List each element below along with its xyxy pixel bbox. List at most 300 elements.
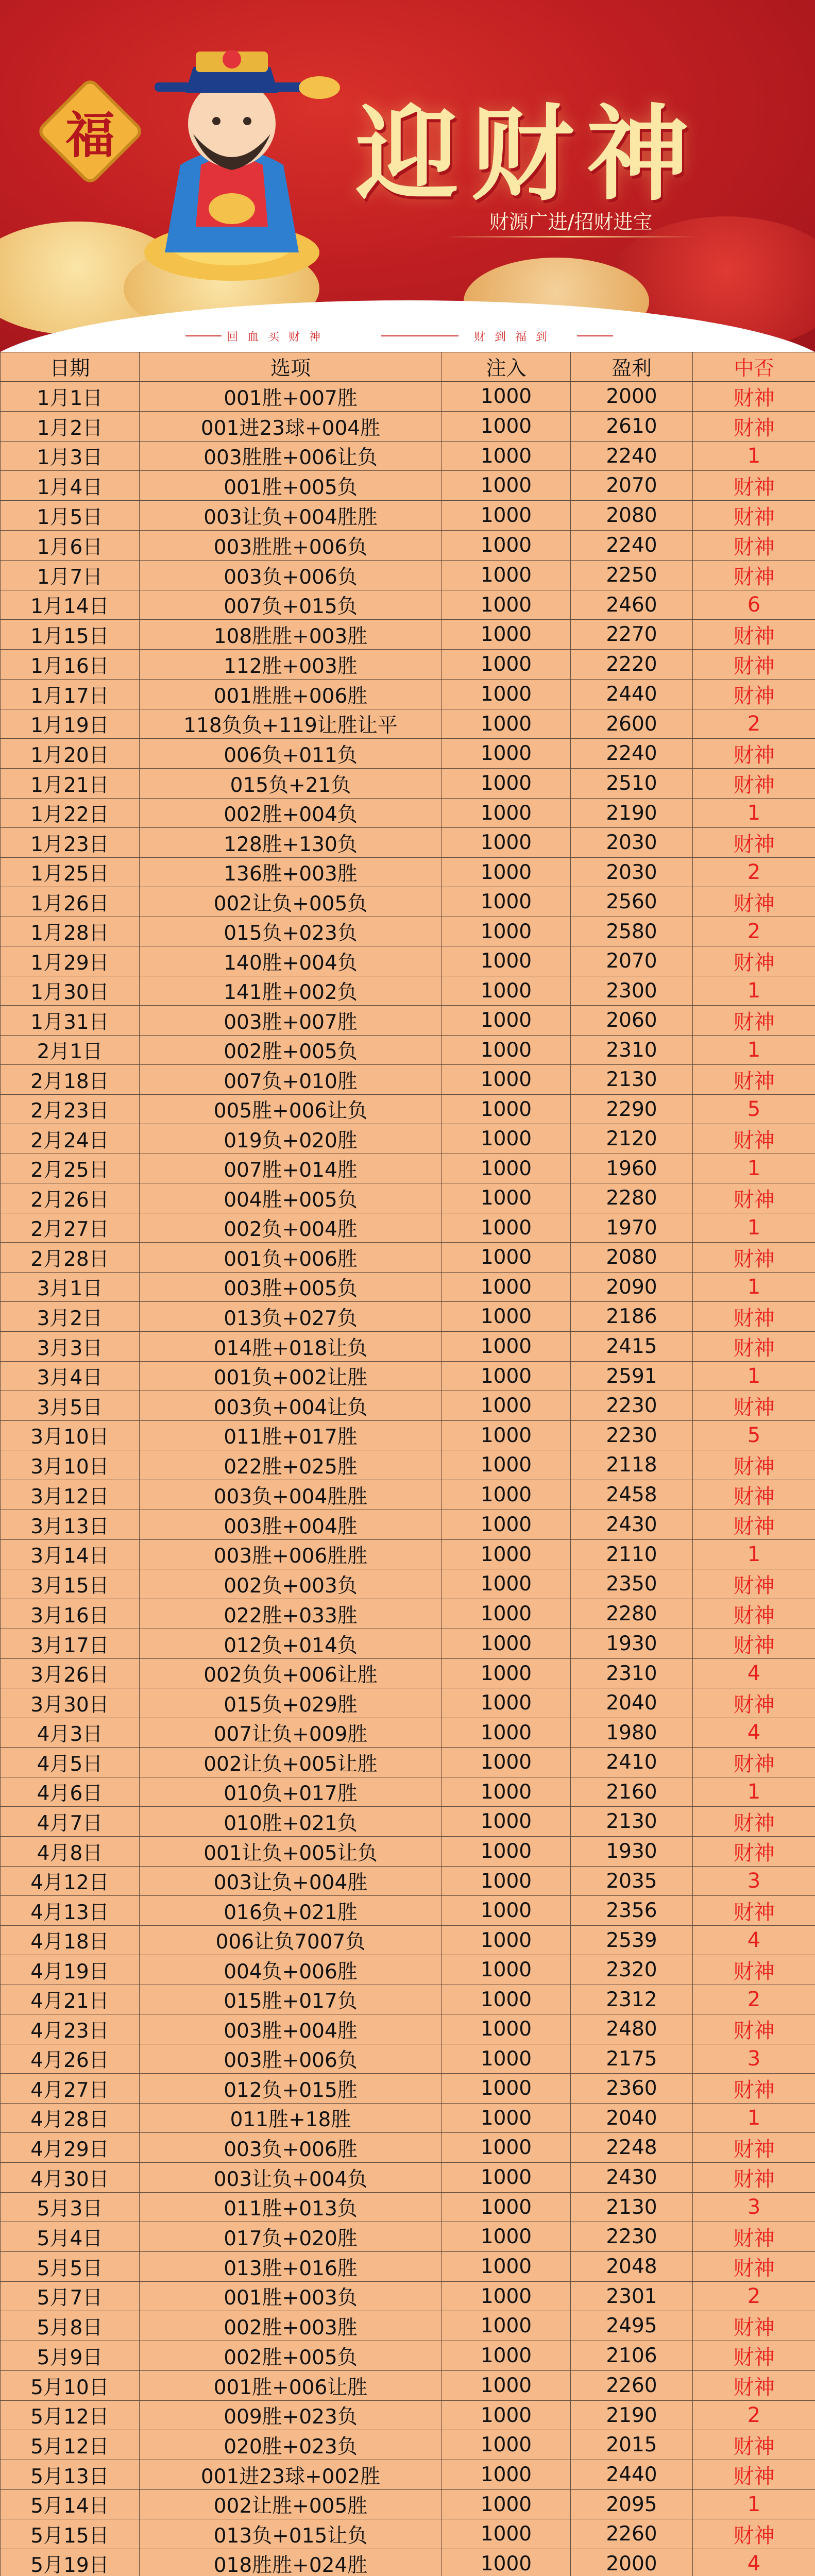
cell-result: 2: [693, 709, 815, 739]
cell-stake: 1000: [442, 769, 571, 799]
table-row: [1, 2490, 815, 2519]
cell-options: 003让负+004胜: [140, 1867, 442, 1896]
cell-profit: 1930: [571, 1629, 693, 1659]
cell-result: 财神: [693, 1629, 815, 1659]
cell-result: 2: [693, 2401, 815, 2430]
cell-stake: 1000: [442, 739, 571, 769]
cell-profit: 2310: [571, 1659, 693, 1688]
cell-result: 1: [693, 976, 815, 1006]
cell-result: 财神: [693, 1065, 815, 1095]
cell-options: 001胜+005负: [140, 471, 442, 501]
cell-stake: 1000: [442, 1421, 571, 1450]
table-row: [1, 2193, 815, 2222]
cell-options: 003胜+006负: [140, 2044, 442, 2074]
cell-result: 5: [693, 1421, 815, 1450]
cell-result: 财神: [693, 561, 815, 590]
cell-date: 1月1日: [1, 382, 140, 412]
cell-date: 1月25日: [1, 858, 140, 887]
cell-options: 006让负7007负: [140, 1926, 442, 1955]
cell-profit: 2539: [571, 1926, 693, 1955]
cell-date: 5月19日: [1, 2549, 140, 2576]
cell-profit: 2280: [571, 1599, 693, 1629]
cell-options: 013负+027负: [140, 1302, 442, 1332]
slogan-left: 回血买财神: [227, 331, 330, 344]
table-row: [1, 1510, 815, 1540]
cell-stake: 1000: [442, 1837, 571, 1867]
cell-stake: 1000: [442, 1480, 571, 1510]
table-row: [1, 2133, 815, 2163]
table-row: [1, 2371, 815, 2401]
cell-profit: 1930: [571, 1837, 693, 1867]
cell-options: 012负+015胜: [140, 2074, 442, 2104]
cell-profit: 2356: [571, 1896, 693, 1926]
table-row: [1, 1036, 815, 1065]
cell-stake: 1000: [442, 620, 571, 650]
cell-result: 4: [693, 1926, 815, 1955]
cell-options: 003胜+005负: [140, 1273, 442, 1302]
cell-profit: 2000: [571, 382, 693, 412]
cell-options: 002让胜+005胜: [140, 2490, 442, 2519]
cell-result: 2: [693, 917, 815, 946]
table-row: [1, 2549, 815, 2576]
cell-stake: 1000: [442, 382, 571, 412]
cell-options: 022胜+033胜: [140, 1599, 442, 1629]
cell-options: 019负+020胜: [140, 1124, 442, 1154]
slogan-right: 财到福到: [474, 331, 557, 344]
cell-profit: 2610: [571, 412, 693, 442]
table-row: [1, 1006, 815, 1036]
cell-date: 3月16日: [1, 1599, 140, 1629]
cell-options: 001胜+003负: [140, 2282, 442, 2311]
cell-stake: 1000: [442, 1659, 571, 1688]
cell-result: 财神: [693, 2222, 815, 2252]
cell-options: 007让负+009胜: [140, 1718, 442, 1748]
cell-result: 财神: [693, 2519, 815, 2549]
cell-options: 015负+023负: [140, 917, 442, 946]
cell-profit: 2560: [571, 887, 693, 917]
cell-profit: 2600: [571, 709, 693, 739]
cell-result: 财神: [693, 2341, 815, 2371]
table-row: [1, 2104, 815, 2133]
table-row: [1, 1926, 815, 1955]
cell-profit: 2250: [571, 561, 693, 590]
cell-stake: 1000: [442, 2490, 571, 2519]
table-row: [1, 561, 815, 590]
cell-profit: 2591: [571, 1362, 693, 1391]
cell-stake: 1000: [442, 2371, 571, 2401]
cell-options: 001进23球+004胜: [140, 412, 442, 442]
cell-profit: 2240: [571, 531, 693, 561]
cell-options: 007负+010胜: [140, 1065, 442, 1095]
cell-result: 财神: [693, 650, 815, 680]
table-row: [1, 1955, 815, 1985]
cell-date: 2月26日: [1, 1183, 140, 1213]
cell-date: 1月5日: [1, 501, 140, 531]
cell-result: 6: [693, 590, 815, 620]
cell-profit: 2110: [571, 1540, 693, 1569]
cell-stake: 1000: [442, 976, 571, 1006]
cell-stake: 1000: [442, 1718, 571, 1748]
table-row: [1, 1569, 815, 1599]
table-row: [1, 2014, 815, 2044]
cell-options: 003让负+004胜胜: [140, 501, 442, 531]
cell-result: 财神: [693, 2133, 815, 2163]
cell-stake: 1000: [442, 1926, 571, 1955]
cell-options: 015负+029胜: [140, 1688, 442, 1718]
cell-date: 5月13日: [1, 2460, 140, 2490]
cell-result: 财神: [693, 2252, 815, 2282]
cell-stake: 1000: [442, 442, 571, 471]
cell-result: 1: [693, 442, 815, 471]
cell-options: 003负+006胜: [140, 2133, 442, 2163]
cell-profit: 2175: [571, 2044, 693, 2074]
cell-result: 财神: [693, 2371, 815, 2401]
cell-profit: 2080: [571, 1243, 693, 1273]
cell-options: 002负+004胜: [140, 1213, 442, 1243]
cell-options: 001胜+007胜: [140, 382, 442, 412]
cell-date: 3月15日: [1, 1569, 140, 1599]
cell-stake: 1000: [442, 1569, 571, 1599]
cell-date: 3月12日: [1, 1480, 140, 1510]
cell-profit: 2270: [571, 620, 693, 650]
cell-stake: 1000: [442, 2460, 571, 2490]
cell-options: 003胜+004胜: [140, 1510, 442, 1540]
cell-profit: 2060: [571, 1006, 693, 1036]
cell-stake: 1000: [442, 2163, 571, 2193]
cell-result: 财神: [693, 1896, 815, 1926]
cell-stake: 1000: [442, 1867, 571, 1896]
table-row: [1, 1124, 815, 1154]
cell-stake: 1000: [442, 471, 571, 501]
cell-profit: 2130: [571, 1807, 693, 1837]
table-row: [1, 1748, 815, 1777]
cell-date: 3月14日: [1, 1540, 140, 1569]
banner-subtitle: 财源广进/招财进宝: [489, 211, 653, 233]
cell-profit: 2312: [571, 1985, 693, 2014]
table-row: [1, 887, 815, 917]
cell-date: 1月2日: [1, 412, 140, 442]
cell-result: 财神: [693, 1006, 815, 1036]
cell-options: 136胜+003胜: [140, 858, 442, 887]
cell-options: 012负+014负: [140, 1629, 442, 1659]
cell-date: 1月16日: [1, 650, 140, 680]
cell-options: 004胜+005负: [140, 1183, 442, 1213]
cell-stake: 1000: [442, 2014, 571, 2044]
cell-result: 财神: [693, 1243, 815, 1273]
cell-date: 5月5日: [1, 2252, 140, 2282]
cell-date: 4月3日: [1, 1718, 140, 1748]
cell-options: 003负+006负: [140, 561, 442, 590]
cell-stake: 1000: [442, 1036, 571, 1065]
cell-date: 2月28日: [1, 1243, 140, 1273]
table-row: [1, 1659, 815, 1688]
cell-date: 4月13日: [1, 1896, 140, 1926]
cell-stake: 1000: [442, 2193, 571, 2222]
cell-date: 4月19日: [1, 1955, 140, 1985]
table-row: [1, 2282, 815, 2311]
cell-stake: 1000: [442, 590, 571, 620]
cell-result: 财神: [693, 2460, 815, 2490]
cell-date: 3月30日: [1, 1688, 140, 1718]
cell-result: 财神: [693, 1807, 815, 1837]
cell-date: 3月17日: [1, 1629, 140, 1659]
cell-profit: 2095: [571, 2490, 693, 2519]
cell-date: 4月7日: [1, 1807, 140, 1837]
caishen-illustration: [103, 10, 392, 299]
cell-options: 002胜+003胜: [140, 2311, 442, 2341]
cell-profit: 2130: [571, 1065, 693, 1095]
cell-stake: 1000: [442, 2133, 571, 2163]
cell-profit: 2048: [571, 2252, 693, 2282]
cell-profit: 2458: [571, 1480, 693, 1510]
cell-date: 5月12日: [1, 2401, 140, 2430]
cell-date: 3月3日: [1, 1332, 140, 1362]
cell-options: 003胜胜+006让负: [140, 442, 442, 471]
cell-profit: 2301: [571, 2282, 693, 2311]
cell-options: 006负+011负: [140, 739, 442, 769]
cell-options: 003让负+004负: [140, 2163, 442, 2193]
cell-result: 财神: [693, 1332, 815, 1362]
cell-result: 财神: [693, 680, 815, 709]
cell-options: 002让负+005让胜: [140, 1748, 442, 1777]
cell-result: 财神: [693, 1480, 815, 1510]
cell-stake: 1000: [442, 2104, 571, 2133]
table-row: [1, 1154, 815, 1183]
slogan-rule: [185, 335, 222, 336]
cell-options: 003胜+006胜胜: [140, 1540, 442, 1569]
table-row: [1, 2460, 815, 2490]
cell-profit: 2480: [571, 2014, 693, 2044]
table-row: [1, 650, 815, 680]
cell-profit: 2230: [571, 1421, 693, 1450]
cell-options: 016负+021胜: [140, 1896, 442, 1926]
cell-profit: 2190: [571, 2401, 693, 2430]
cell-date: 2月18日: [1, 1065, 140, 1095]
cell-date: 4月8日: [1, 1837, 140, 1867]
table-row: [1, 1302, 815, 1332]
fu-character: 福: [65, 106, 115, 164]
cell-stake: 1000: [442, 1391, 571, 1421]
cell-profit: 2495: [571, 2311, 693, 2341]
cell-options: 022胜+025胜: [140, 1450, 442, 1480]
cell-options: 003负+004胜胜: [140, 1480, 442, 1510]
cell-result: 财神: [693, 2014, 815, 2044]
cell-stake: 1000: [442, 2074, 571, 2104]
cell-stake: 1000: [442, 2341, 571, 2371]
cell-profit: 2310: [571, 1036, 693, 1065]
cell-profit: 2220: [571, 650, 693, 680]
table-row: [1, 1450, 815, 1480]
table-row: [1, 1065, 815, 1095]
table-row: [1, 2074, 815, 2104]
cell-profit: 1960: [571, 1154, 693, 1183]
cell-result: 财神: [693, 2430, 815, 2460]
table-row: [1, 382, 815, 412]
cell-date: 5月10日: [1, 2371, 140, 2401]
cell-stake: 1000: [442, 561, 571, 590]
cell-stake: 1000: [442, 1183, 571, 1213]
cell-date: 2月1日: [1, 1036, 140, 1065]
cell-result: 1: [693, 1036, 815, 1065]
cell-options: 001胜胜+006胜: [140, 680, 442, 709]
cell-date: 5月15日: [1, 2519, 140, 2549]
cell-result: 财神: [693, 769, 815, 799]
cell-result: 财神: [693, 2074, 815, 2104]
cell-date: 5月8日: [1, 2311, 140, 2341]
cell-options: 003胜+007胜: [140, 1006, 442, 1036]
cell-result: 4: [693, 1718, 815, 1748]
cell-date: 2月24日: [1, 1124, 140, 1154]
cell-stake: 1000: [442, 412, 571, 442]
cell-result: 财神: [693, 1688, 815, 1718]
cell-stake: 1000: [442, 858, 571, 887]
cell-date: 4月27日: [1, 2074, 140, 2104]
cell-options: 009胜+023负: [140, 2401, 442, 2430]
cell-result: 财神: [693, 1124, 815, 1154]
table-row: [1, 1480, 815, 1510]
cell-profit: 2248: [571, 2133, 693, 2163]
table-row: [1, 1718, 815, 1748]
table-row: [1, 2163, 815, 2193]
table-row: [1, 1777, 815, 1807]
cell-date: 4月28日: [1, 2104, 140, 2133]
cell-date: 3月13日: [1, 1510, 140, 1540]
cell-result: 1: [693, 799, 815, 828]
cell-date: 1月31日: [1, 1006, 140, 1036]
table-row: [1, 442, 815, 471]
cell-date: 1月17日: [1, 680, 140, 709]
cell-result: 1: [693, 1362, 815, 1391]
table-row: [1, 590, 815, 620]
cell-date: 1月3日: [1, 442, 140, 471]
table-row: [1, 1421, 815, 1450]
cell-stake: 1000: [442, 2401, 571, 2430]
cell-date: 4月12日: [1, 1867, 140, 1896]
cell-stake: 1000: [442, 1006, 571, 1036]
cell-date: 4月23日: [1, 2014, 140, 2044]
cell-stake: 1000: [442, 1213, 571, 1243]
slogan-rule: [381, 335, 459, 336]
cell-options: 001负+002让胜: [140, 1362, 442, 1391]
cell-stake: 1000: [442, 1332, 571, 1362]
cell-result: 5: [693, 1095, 815, 1124]
table-row: [1, 739, 815, 769]
table-row: [1, 769, 815, 799]
cell-result: 财神: [693, 1450, 815, 1480]
cell-date: 5月3日: [1, 2193, 140, 2222]
cell-profit: 2120: [571, 1124, 693, 1154]
cell-stake: 1000: [442, 1688, 571, 1718]
table-row: [1, 2044, 815, 2074]
header-options: 选项: [140, 352, 442, 382]
table-row: [1, 2430, 815, 2460]
cell-result: 财神: [693, 1183, 815, 1213]
cell-options: 003胜胜+006负: [140, 531, 442, 561]
cell-date: 4月6日: [1, 1777, 140, 1807]
cell-profit: 2130: [571, 2193, 693, 2222]
cell-result: 财神: [693, 471, 815, 501]
cell-date: 2月25日: [1, 1154, 140, 1183]
cell-date: 1月26日: [1, 887, 140, 917]
cell-options: 112胜+003胜: [140, 650, 442, 680]
cell-result: 2: [693, 858, 815, 887]
cell-options: 002让负+005负: [140, 887, 442, 917]
cell-date: 1月20日: [1, 739, 140, 769]
cell-profit: 2440: [571, 680, 693, 709]
cell-options: 013胜+016胜: [140, 2252, 442, 2282]
cell-profit: 2580: [571, 917, 693, 946]
cell-options: 108胜胜+003胜: [140, 620, 442, 650]
cell-stake: 1000: [442, 2549, 571, 2576]
cell-stake: 1000: [442, 1450, 571, 1480]
table-row: [1, 1867, 815, 1896]
cell-date: 4月30日: [1, 2163, 140, 2193]
cell-date: 1月28日: [1, 917, 140, 946]
cell-date: 1月14日: [1, 590, 140, 620]
cell-stake: 1000: [442, 1955, 571, 1985]
cell-options: 128胜+130负: [140, 828, 442, 858]
slogan-rule: [577, 335, 613, 336]
cell-options: 140胜+004负: [140, 946, 442, 976]
table-row: [1, 858, 815, 887]
cell-profit: 1970: [571, 1213, 693, 1243]
cell-profit: 2190: [571, 799, 693, 828]
cell-result: 财神: [693, 2311, 815, 2341]
cell-profit: 2040: [571, 2104, 693, 2133]
cell-options: 002胜+004负: [140, 799, 442, 828]
cell-options: 002胜+005负: [140, 1036, 442, 1065]
cell-date: 1月4日: [1, 471, 140, 501]
cell-result: 1: [693, 2104, 815, 2133]
cell-stake: 1000: [442, 1777, 571, 1807]
table-row: [1, 1332, 815, 1362]
table-row: [1, 2519, 815, 2549]
cell-options: 015胜+017负: [140, 1985, 442, 2014]
cell-date: 1月22日: [1, 799, 140, 828]
cell-profit: 2240: [571, 739, 693, 769]
cell-stake: 1000: [442, 531, 571, 561]
cell-profit: 2118: [571, 1450, 693, 1480]
table-row: [1, 620, 815, 650]
cell-stake: 1000: [442, 2311, 571, 2341]
cell-profit: 2230: [571, 1391, 693, 1421]
cell-profit: 2070: [571, 471, 693, 501]
cell-result: 财神: [693, 501, 815, 531]
table-row: [1, 976, 815, 1006]
table-row: [1, 2311, 815, 2341]
cell-profit: 2290: [571, 1095, 693, 1124]
cell-options: 001进23球+002胜: [140, 2460, 442, 2490]
cell-stake: 1000: [442, 1243, 571, 1273]
cell-date: 1月23日: [1, 828, 140, 858]
cell-stake: 1000: [442, 2252, 571, 2282]
cell-options: 007胜+014胜: [140, 1154, 442, 1183]
cell-options: 011胜+013负: [140, 2193, 442, 2222]
cell-date: 3月10日: [1, 1450, 140, 1480]
table-row: [1, 1273, 815, 1302]
table-row: [1, 1213, 815, 1243]
cell-profit: 2280: [571, 1183, 693, 1213]
cell-result: 财神: [693, 887, 815, 917]
table-row: [1, 946, 815, 976]
table-row: [1, 2252, 815, 2282]
table-header-row: [1, 352, 815, 382]
table-row: [1, 1807, 815, 1837]
header-result: 中否: [693, 352, 815, 382]
cell-date: 5月9日: [1, 2341, 140, 2371]
cell-stake: 1000: [442, 799, 571, 828]
cell-result: 财神: [693, 1837, 815, 1867]
